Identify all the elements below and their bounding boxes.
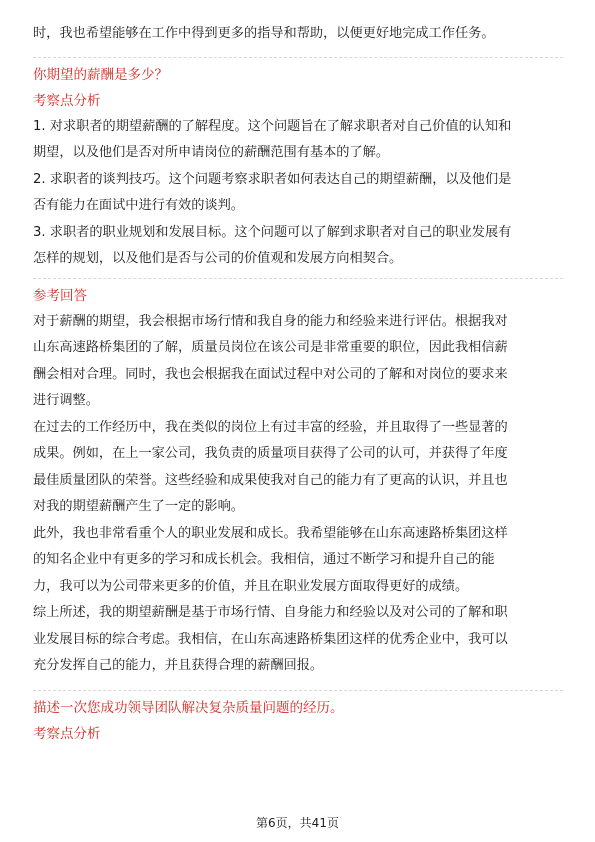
analysis-line: 2. 求职者的谈判技巧。这个问题考察求职者如何表达自己的期望薪酬，以及他们是 [33,171,512,187]
answer-line: 充分发挥自己的能力，并且获得合理的薪酬回报。 [33,658,324,673]
question-title: 描述一次您成功领导团队解决复杂质量问题的经历。 [33,699,344,716]
answer-line: 此外，我也非常看重个人的职业发展和成长。我希望能够在山东高速路桥集团这样 [33,525,508,541]
analysis-line: 怎样的规划，以及他们是否与公司的价值观和发展方向相契合。 [33,251,403,266]
analysis-line: 1. 对求职者的期望薪酬的了解程度。这个问题旨在了解求职者对自己价值的认知和 [33,118,512,134]
analysis-heading: 考察点分析 [33,725,101,742]
answer-line: 对于薪酬的期望，我会根据市场行情和我自身的能力和经验来进行评估。根据我对 [33,313,508,329]
section-divider [33,690,563,691]
answer-heading: 参考回答 [33,287,87,304]
answer-line: 业发展目标的综合考虑。我相信，在山东高速路桥集团这样的优秀企业中，我可以 [33,631,508,647]
section-divider [33,57,563,58]
question-title: 你期望的薪酬是多少？ [33,66,168,83]
analysis-line: 否有能力在面试中进行有效的谈判。 [33,198,244,213]
answer-line: 力，我可以为公司带来更多的价值，并且在职业发展方面取得更好的成绩。 [33,578,469,594]
answer-line: 综上所述，我的期望薪酬是基于市场行情、自身能力和经验以及对公司的了解和职 [33,605,508,620]
answer-line: 最佳质量团队的荣誉。这些经验和成果使我对自己的能力有了更高的认识，并且也 [33,472,508,488]
answer-line: 成果。例如，在上一家公司，我负责的质量项目获得了公司的认可，并获得了年度 [33,446,508,461]
page-number: 第6页，共41页 [256,816,339,830]
document-page [33,0,563,747]
analysis-heading: 考察点分析 [33,92,101,109]
answer-line: 的知名企业中有更多的学习和成长机会。我相信，通过不断学习和提升自己的能 [33,552,495,567]
answer-line: 进行调整。 [33,393,99,408]
answer-line: 对我的期望薪酬产生了一定的影响。 [33,499,244,514]
answer-body [33,309,563,680]
analysis-body [33,114,563,273]
section-divider [33,278,563,279]
answer-line: 酬会相对合理。同时，我也会根据我在面试过程中对公司的了解和对岗位的要求来 [33,366,508,382]
analysis-line: 3. 求职者的职业规划和发展目标。这个问题可以了解到求职者对自己的职业发展有 [33,224,512,240]
analysis-line: 期望，以及他们是否对所申请岗位的薪酬范围有基本的了解。 [33,145,390,160]
answer-line: 山东高速路桥集团的了解，质量员岗位在该公司是非常重要的职位，因此我相信薪 [33,340,508,355]
answer-line: 在过去的工作经历中，我在类似的岗位上有过丰富的经验，并且取得了一些显著的 [33,419,508,435]
intro-text: 时，我也希望能够在工作中得到更多的指导和帮助，以便更好地完成工作任务。 [33,26,495,41]
